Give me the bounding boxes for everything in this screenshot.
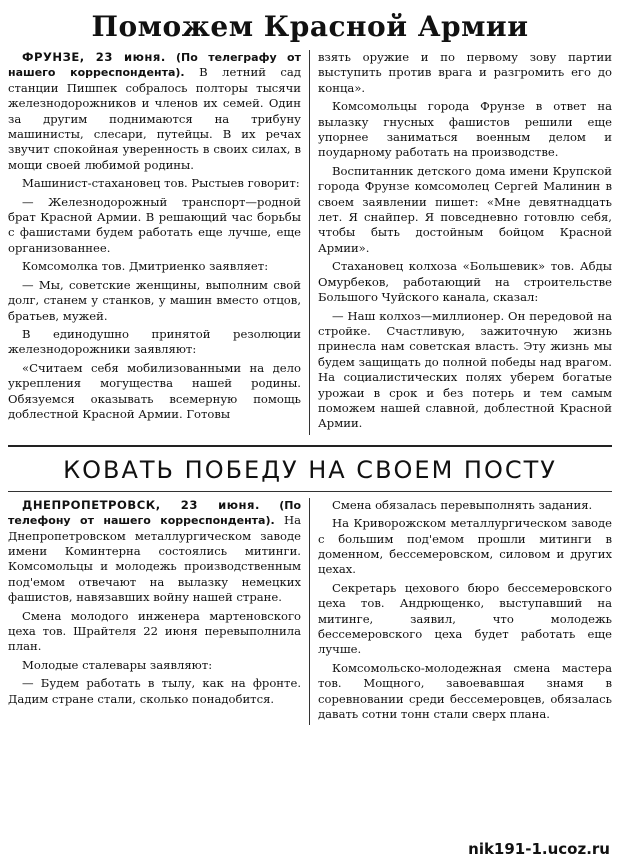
paragraph: Стахановец колхоза «Большевик» тов. Абды Омурбеков, работающий на строительстве Большого Чуйского канала, сказал: <box>318 259 612 305</box>
section-divider <box>8 445 612 447</box>
article1-lead-paragraph <box>8 50 301 173</box>
paragraph: Секретарь цехового бюро бессемеровского цеха тов. Андрющенко, выступавший на митинге, заявил, что молодежь бессемеровского цеха будет работать еще лучше. <box>318 580 612 657</box>
article2-right-column <box>310 498 612 726</box>
paragraph: взять оружие и по первому зову партии выступить против врага и разгромить его до конца». <box>318 50 612 95</box>
paragraph: Смена обязалась перевыполнять задания. <box>332 497 593 512</box>
article1-right-column <box>310 50 612 435</box>
article1-left-column <box>8 50 310 435</box>
paragraph: Комсомольско-молодежная смена мастера тов. Мощного, завоевавшая знамя в соревновании среди бессемеровцев, обязалась давать сотни тонн стали сверх плана. <box>318 660 612 722</box>
article2-headline: КОВАТЬ ПОБЕДУ НА СВОЕМ ПОСТУ <box>63 455 557 484</box>
paragraph: В единодушно принятой резолюции железнодорожники заявляют: <box>8 326 301 357</box>
paragraph: Молодые сталевары заявляют: <box>22 657 213 672</box>
byline: (По телеграфу от нашего корреспондента). <box>8 51 301 80</box>
paragraph: Машинист-стахановец тов. Рыстыев говорит: <box>22 176 300 191</box>
paragraph: — Наш колхоз—миллионер. Он передовой на стройке. Счастливую, зажиточную жизнь принесла нам советская власть. Эту жизнь мы будем защищать до полной победы над врагом. На социалистических полях уберем богатые урожаи в срок и без потерь и тем самым поможем нашей славной, доблестной Красной Армии. <box>318 308 612 431</box>
paragraph: — Мы, советские женщины, выполним свой долг, станем у станков, у машин вместо отцов, братьев, мужей. <box>8 277 301 323</box>
newspaper-page <box>0 10 620 862</box>
byline: (По телефону от нашего корреспондента). <box>8 498 302 528</box>
paragraph: Комсомольцы города Фрунзе в ответ на вылазку гнусных фашистов решили еще упорнее заниматься военным делом и поударному работать на производстве. <box>318 99 612 160</box>
article1-headline: Поможем Красной Армии <box>91 10 529 43</box>
paragraph: Воспитанник детского дома имени Крупской города Фрунзе комсомолец Сергей Малинин в своем заявлении пишет: «Мне девятнадцать лет. Я снайпер. Я повседневно готовлю себя, чтобы быть достойным бойцом Красной Армии». <box>318 163 612 255</box>
paragraph-text: На Днепропетровском металлургическом заводе имени Коминтерна состоялись митинги. Комсомольцы и молодежь производственным под'емом отвечают на вылазку немецких фашистов, навязавших войну нашей стране. <box>8 513 301 605</box>
paragraph-text: В летний сад станции Пишпек собралось полторы тысячи железнодорожников и членов их семей. Один за другим поднимаются на трибуну машинисты, слесари, путейцы. В их речах звучит спокойная уверенность в своих силах, в мощи своей любимой родины. <box>8 65 301 172</box>
site-watermark: nik191-1.ucoz.ru <box>468 840 610 858</box>
article2-left-column <box>8 498 310 726</box>
paragraph: На Криворожском металлургическом заводе с большим под'емом прошли митинги в доменном, бессемеровском, силовом и других цехах. <box>318 516 612 577</box>
article2-lead-paragraph <box>8 498 301 606</box>
article2-body <box>8 498 612 726</box>
dateline: ДНЕПРОПЕТРОВСК, 23 июня. <box>22 497 260 512</box>
headline-rule <box>8 491 612 492</box>
paragraph: Комсомолка тов. Дмитриенко заявляет: <box>22 259 269 274</box>
paragraph: — Железнодорожный транспорт—родной брат Красной Армии. В решающий час борьбы с фашистами будем работать еще лучше, еще организованнее. <box>8 194 301 255</box>
dateline: ФРУНЗЕ, 23 июня. <box>22 50 166 64</box>
article1-body <box>8 50 612 435</box>
paragraph: — Будем работать в тылу, как на фронте. Дадим стране стали, сколько понадобится. <box>8 676 301 706</box>
paragraph: Смена молодого инженера мартеновского цеха тов. Шрайтеля 22 июня перевыполнила план. <box>8 608 301 654</box>
paragraph: «Считаем себя мобилизованными на дело укрепления могущества нашей родины. Обязуемся оказывать всемерную помощь доблестной Красной Армии. Готовы <box>8 360 301 421</box>
